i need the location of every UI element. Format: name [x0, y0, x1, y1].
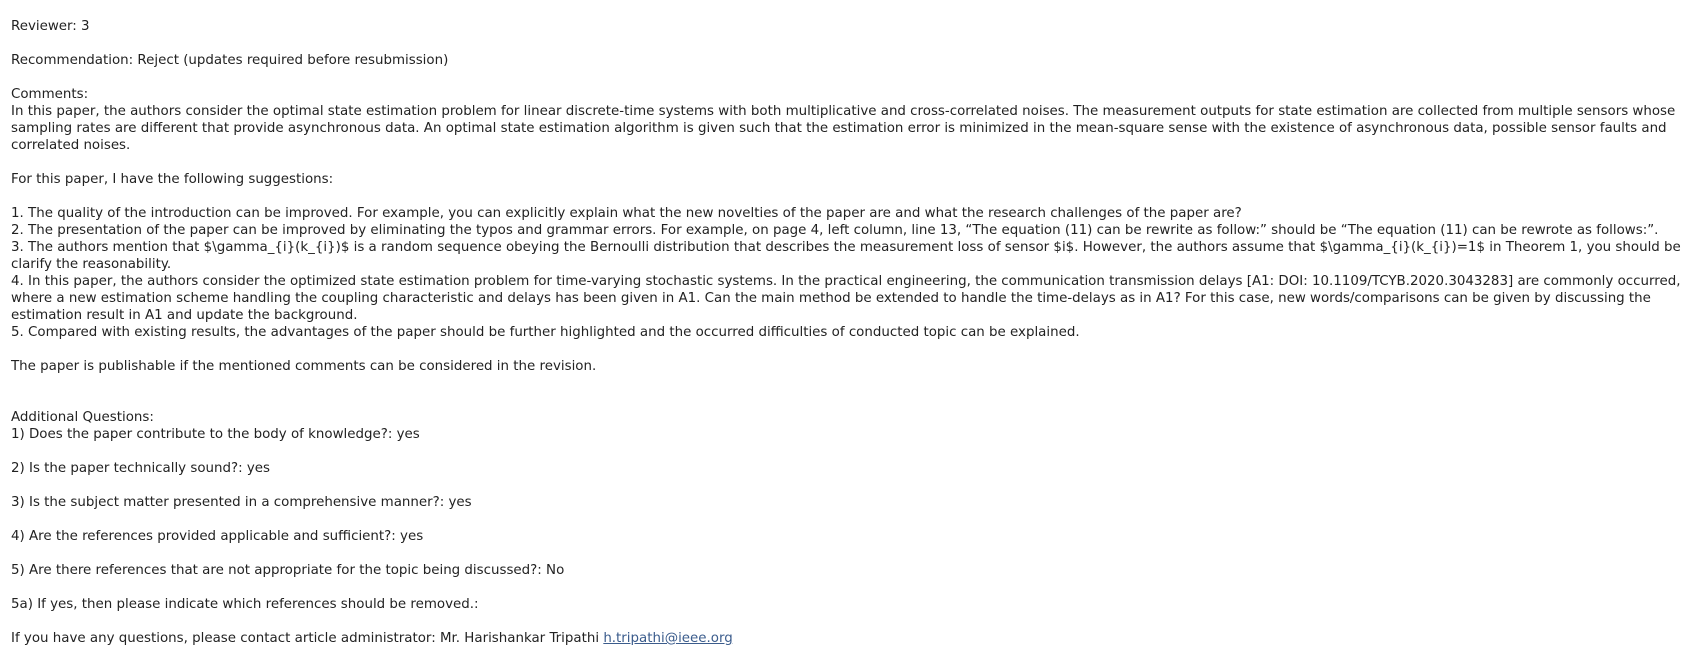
suggestion-item: 5. Compared with existing results, the advantages of the paper should be further highlighted and the occurred difficulties of conducted topic can be explained. — [11, 325, 1080, 340]
comments-body: In this paper, the authors consider the optimal state estimation problem for linear discrete-time systems with both multiplicative and cross-correlated noises. The measurement outputs for state estimation are collected from multiple sensors whose sampling rates are different that provide asynchronous data. An optimal state estimation algorithm is given such that the estimation error is minimized in the mean-square sense with the existence of asynchronous data, possible sensor faults and correlated noises. — [11, 104, 1680, 153]
suggestion-item: 1. The quality of the introduction can be improved. For example, you can explicitly explain what the new novelties of the paper are and what the research challenges of the paper are? — [11, 206, 1242, 221]
question-item: 5a) If yes, then please indicate which references should be removed.: — [11, 597, 479, 612]
suggestion-item: 3. The authors mention that $\gamma_{i}(k_{i})$ is a random sequence obeying the Bernoulli distribution that describes the measurement loss of sensor $i$. However, the authors assume that $\gamma_{i}(k_{i})=1$ in Theorem 1, you should be clarify the reasonability. — [11, 240, 1686, 272]
question-item: 1) Does the paper contribute to the body of knowledge?: yes — [11, 427, 420, 442]
question-item: 2) Is the paper technically sound?: yes — [11, 461, 271, 476]
suggestion-item: 4. In this paper, the authors consider the optimized state estimation problem for time-varying stochastic systems. In the practical engineering, the communication transmission delays [A1: DOI: 10.1109/TCYB.2020.3043283] are commonly occurred, where a new estimation scheme handling the coupling characteristic and delays has been given in A1. Can the main method be extended to handle the time-delays as in A1? For this case, new words/comparisons can be given by discussing the estimation result in A1 and update the background. — [11, 274, 1685, 323]
comments-heading: Comments: — [11, 87, 89, 102]
closing-line: The paper is publishable if the mentioned comments can be considered in the revision. — [11, 359, 597, 374]
contact-text: If you have any questions, please contact article administrator: Mr. Harishankar Tripathi — [11, 631, 604, 646]
question-item: 5) Are there references that are not appropriate for the topic being discussed?: No — [11, 563, 565, 578]
recommendation-line: Recommendation: Reject (updates required before resubmission) — [11, 53, 449, 68]
question-item: 3) Is the subject matter presented in a comprehensive manner?: yes — [11, 495, 472, 510]
contact-line — [11, 630, 1686, 647]
additional-questions-heading: Additional Questions: — [11, 410, 154, 425]
suggestion-item: 2. The presentation of the paper can be improved by eliminating the typos and grammar errors. For example, on page 4, left column, line 13, “The equation (11) can be rewrite as follow:” should be “The equation (11) can be rewrote as follows:”. — [11, 223, 1659, 238]
reviewer-line: Reviewer: 3 — [11, 19, 90, 34]
contact-email-link[interactable]: h.tripathi@ieee.org — [603, 631, 733, 646]
suggestions-intro: For this paper, I have the following suggestions: — [11, 172, 334, 187]
question-item: 4) Are the references provided applicable and sufficient?: yes — [11, 529, 424, 544]
